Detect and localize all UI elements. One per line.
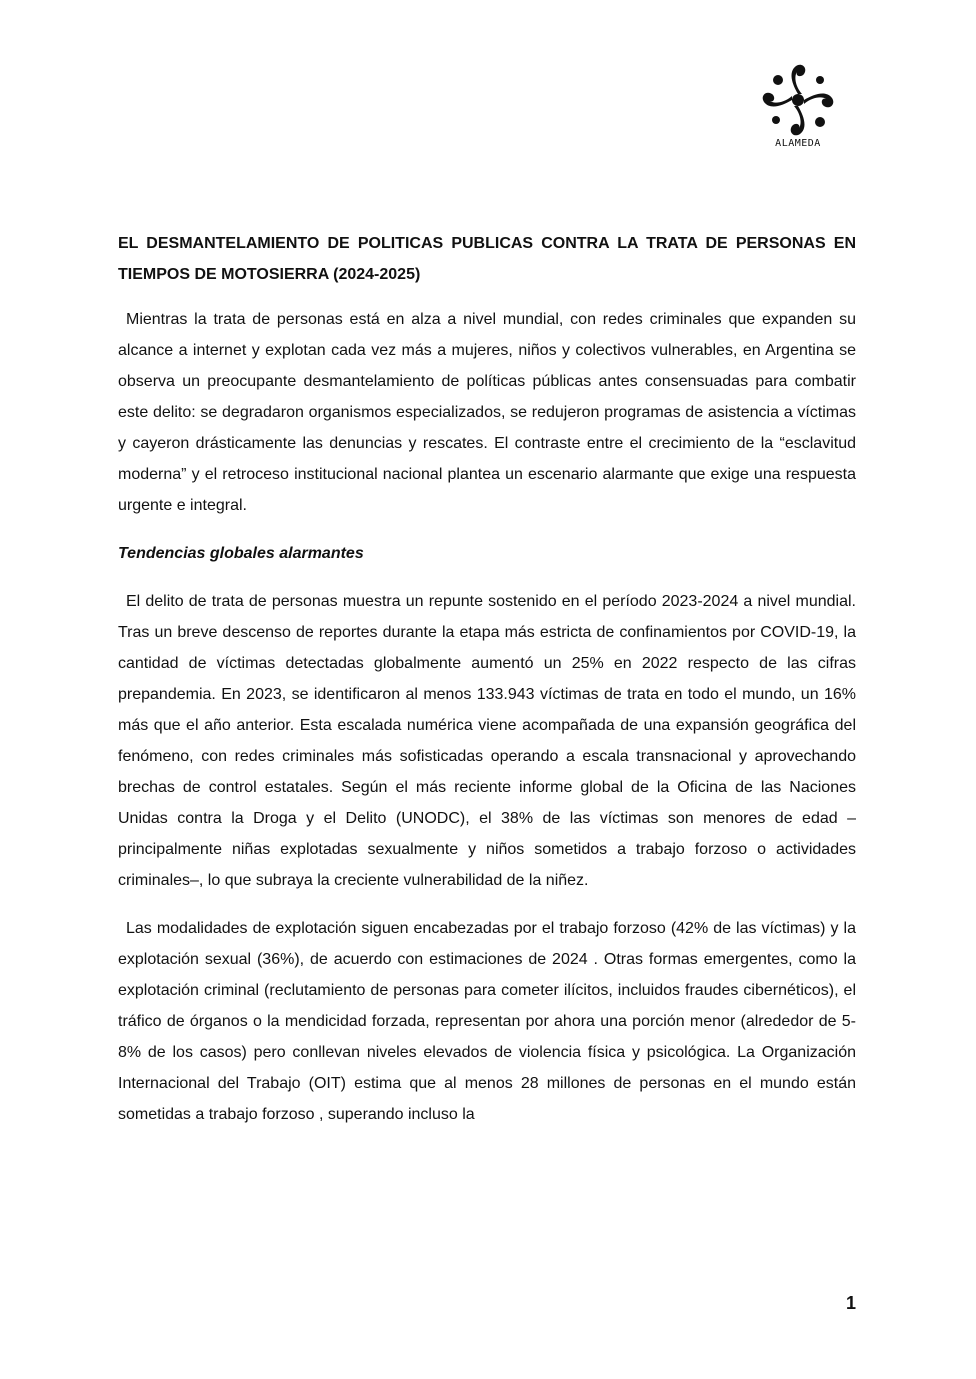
intro-paragraph: Mientras la trata de personas está en alza a nivel mundial, con redes criminales que expanden su alcance a internet y explotan cada vez más a mujeres, niños y colectivos vulnerables, en Argentina se observa un preocupante desmantelamiento de políticas públicas antes consensuadas para combatir este delito: se degradaron organismos especializados, se redujeron programas de asistencia a víctimas y cayeron drásticamente las denuncias y rescates. El contraste entre el crecimiento de la “esclavitud moderna” y el retroceso institucional nacional plantea un escenario alarmante que exige una respuesta urgente e integral. — [118, 311, 856, 514]
section-heading: Tendencias globales alarmantes — [118, 545, 364, 562]
alameda-logo — [748, 58, 848, 158]
alameda-swirl-icon — [748, 58, 848, 138]
section-paragraph-1: El delito de trata de personas muestra un repunte sostenido en el período 2023-2024 a nivel mundial. Tras un breve descenso de reportes durante la etapa más estricta de confinamientos por COVID-19, la cantidad de víctimas detectadas globalmente aumentó un 25% en 2022 respecto de las cifras prepandemia. En 2023, se identificaron al menos 133.943 víctimas de trata en todo el mundo, un 16% más que el año anterior. Esta escalada numérica viene acompañada de una expansión geográfica del fenómeno, con redes criminales más sofisticadas operando a escala transnacional y aprovechando brechas de control estatales. Según el más reciente informe global de la Oficina de las Naciones Unidas contra la Droga y el Delito (UNODC), el 38% de las víctimas son menores de edad –principalmente niñas explotadas sexualmente y niños sometidos a trabajo forzoso o actividades criminales–, lo que subraya la creciente vulnerabilidad de la niñez. — [118, 593, 856, 889]
logo-text: ALAMEDA — [775, 138, 821, 149]
page-number: 1 — [845, 1293, 856, 1313]
document-body — [118, 228, 856, 1130]
document-title: EL DESMANTELAMIENTO DE POLITICAS PUBLICAS CONTRA LA TRATA DE PERSONAS EN TIEMPOS DE MOTOSIERRA (2024-2025) — [118, 235, 856, 283]
section-paragraph-2: Las modalidades de explotación siguen encabezadas por el trabajo forzoso (42% de las víctimas) y la explotación sexual (36%), de acuerdo con estimaciones de 2024 . Otras formas emergentes, como la explotación criminal (reclutamiento de personas para cometer ilícitos, incluidos fraudes cibernéticos), el tráfico de órganos o la mendicidad forzada, representan por ahora una porción menor (alrededor de 5-8% de los casos) pero conllevan niveles elevados de violencia física y psicológica. La Organización Internacional del Trabajo (OIT) estima que al menos 28 millones de personas en el mundo están sometidas a trabajo forzoso , superando incluso la — [118, 920, 856, 1123]
